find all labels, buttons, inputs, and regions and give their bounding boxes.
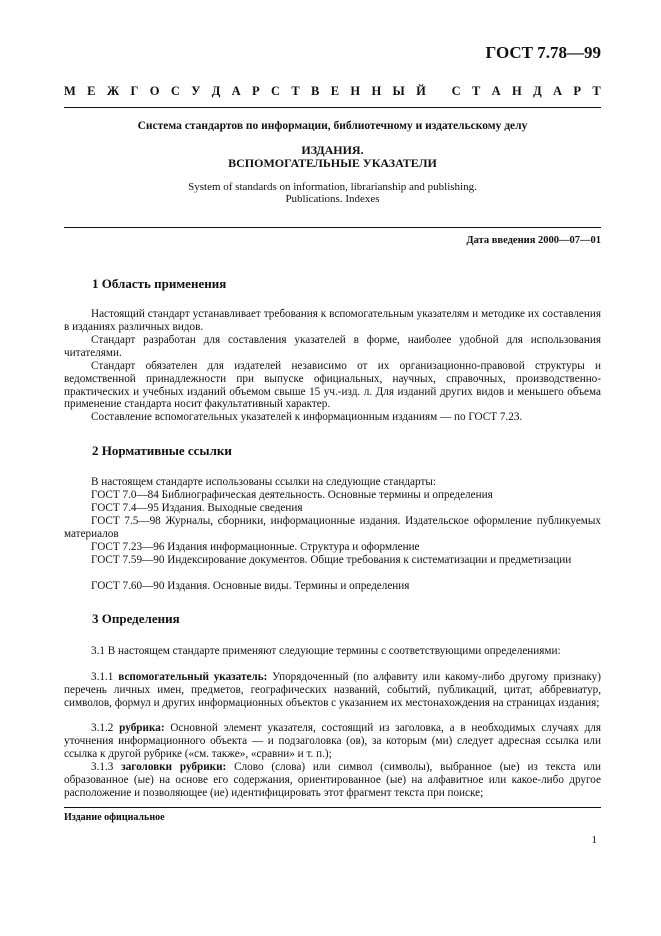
standard-type-letter: С (451, 84, 461, 98)
standard-type-letter: Р (573, 84, 582, 98)
page-number: 1 (591, 834, 597, 846)
definition-3-1-2-number: 3.1.2 (91, 722, 120, 734)
definition-3-1-1-text: Упорядоченный (по алфавиту или какому-либо другому признаку) перечень личных имен, предметов, географических названий, событий, публикаций, цитат, аббревиатур, символов, формул и других информационных объектов с указанием их местонахождения на страницах издания; (64, 671, 601, 709)
reference-3: ГОСТ 7.5—98 Журналы, сборники, информационные издания. Издательское оформление публикуемых материалов (64, 515, 601, 540)
standard-type-letter: С (271, 84, 281, 98)
section-2-heading: 2 Нормативные ссылки (92, 443, 232, 458)
section-1-paragraph-1: Настоящий стандарт устанавливает требования к вспомогательным указателям и методике их составления в изданиях различных видов. (64, 308, 601, 333)
standard-type-letter: Е (87, 84, 96, 98)
section-3-heading: 3 Определения (92, 611, 180, 626)
standard-type-letter: Т (471, 84, 481, 98)
middle-rule (64, 227, 601, 228)
date-of-introduction: Дата введения 2000—07—01 (466, 235, 601, 246)
standard-type-letter: Т (592, 84, 601, 98)
standard-type-letter: Й (416, 84, 426, 98)
standard-type-letter: А (553, 84, 563, 98)
definition-3-1-1-number: 3.1.1 (91, 671, 119, 683)
definition-3-1-3 (64, 761, 601, 799)
gost-number: ГОСТ 7.78—99 (485, 43, 601, 62)
reference-6: ГОСТ 7.60—90 Издания. Основные виды. Термины и определения (91, 580, 410, 592)
footer-rule (64, 807, 601, 808)
standard-type-heading (64, 84, 601, 99)
system-title: Система стандартов по информации, библиотечному и издательскому делу (137, 120, 528, 132)
definition-3-1-1 (64, 671, 601, 709)
standard-type-letter: М (64, 84, 76, 98)
title-line-1: ИЗДАНИЯ. (301, 143, 364, 157)
standard-type-letter: Р (252, 84, 260, 98)
standard-type-letter: С (170, 84, 180, 98)
section-1-heading: 1 Область применения (92, 276, 227, 291)
standard-type-letter: Н (512, 84, 522, 98)
section-1-paragraph-3: Стандарт обязателен для издателей независимо от их организационно-правовой структуры и ведомственной принадлежности при выпуске официальных, научных, справочных, производственно-практических и учебных изданий объемом свыше 15 уч.-изд. л. Для изданий других видов и меньшего объема применение стандарта носит факультативный характер. (64, 360, 601, 411)
definition-3-1-2 (64, 722, 601, 760)
standard-type-letter: Ы (392, 84, 405, 98)
official-edition-label: Издание официальное (64, 812, 165, 823)
standard-type-letter (437, 84, 440, 99)
top-rule (64, 107, 601, 108)
section-1-paragraph-4: Составление вспомогательных указателей к информационным изданиям — по ГОСТ 7.23. (91, 411, 523, 423)
definition-3-1-3-number: 3.1.3 (91, 761, 122, 773)
definition-3-1-3-term: заголовки рубрики: (121, 761, 227, 773)
reference-1: ГОСТ 7.0—84 Библиографическая деятельность. Основные термины и определения (91, 489, 493, 501)
standard-type-letter: А (231, 84, 241, 98)
standard-type-letter: О (149, 84, 160, 98)
english-title-line-1: System of standards on information, librarianship and publishing. (188, 181, 477, 193)
reference-5: ГОСТ 7.59—90 Индексирование документов. Общие требования к систематизации и предметизации (91, 554, 572, 566)
english-title-line-2: Publications. Indexes (285, 193, 380, 205)
definition-3-1-3-text: Слово (слова) или символ (символы), выбранное (ые) из текста или образованное (ые) на основе его содержания, ориентированное (ые) на алфавитное или какое-либо другое расположение и позволяющее (ие) идентифицировать этот фрагмент текста при поиске; (64, 761, 602, 799)
standard-type-letter: Н (350, 84, 361, 98)
reference-4: ГОСТ 7.23—96 Издания информационные. Структура и оформление (91, 541, 420, 553)
standard-type-letter: Н (371, 84, 382, 98)
definition-3-1-2-term: рубрика: (119, 722, 165, 734)
standard-type-letter: Д (211, 84, 221, 98)
definition-3-1-1-term: вспомогательный указатель: (118, 671, 268, 683)
definition-3-1: 3.1 В настоящем стандарте применяют следующие термины с соответствующими определениями: (91, 645, 561, 657)
standard-type-letter: В (311, 84, 320, 98)
section-2-intro: В настоящем стандарте использованы ссылки на следующие стандарты: (91, 476, 436, 488)
title-line-2: ВСПОМОГАТЕЛЬНЫЕ УКАЗАТЕЛИ (228, 156, 437, 170)
reference-2: ГОСТ 7.4—95 Издания. Выходные сведения (91, 502, 303, 514)
standard-type-letter: А (491, 84, 501, 98)
standard-type-letter: Т (291, 84, 300, 98)
definition-3-1-2-text: Основной элемент указателя, состоящий из заголовка, а в необходимых случаях для уточнения информационного объекта — и подзаголовка (ов), за которым (ми) следует адресная ссылка или ссылка к другой рубрике («см. также», «сравни» и т. п.); (64, 722, 602, 760)
standard-type-letter: Ж (106, 84, 120, 98)
standard-type-letter: У (191, 84, 201, 98)
section-1-paragraph-2: Стандарт разработан для составления указателей в форме, наиболее удобной для использования читателями. (64, 334, 601, 359)
standard-type-letter: Г (130, 84, 139, 98)
standard-type-letter: Д (533, 84, 542, 98)
standard-type-letter: Е (330, 84, 340, 98)
